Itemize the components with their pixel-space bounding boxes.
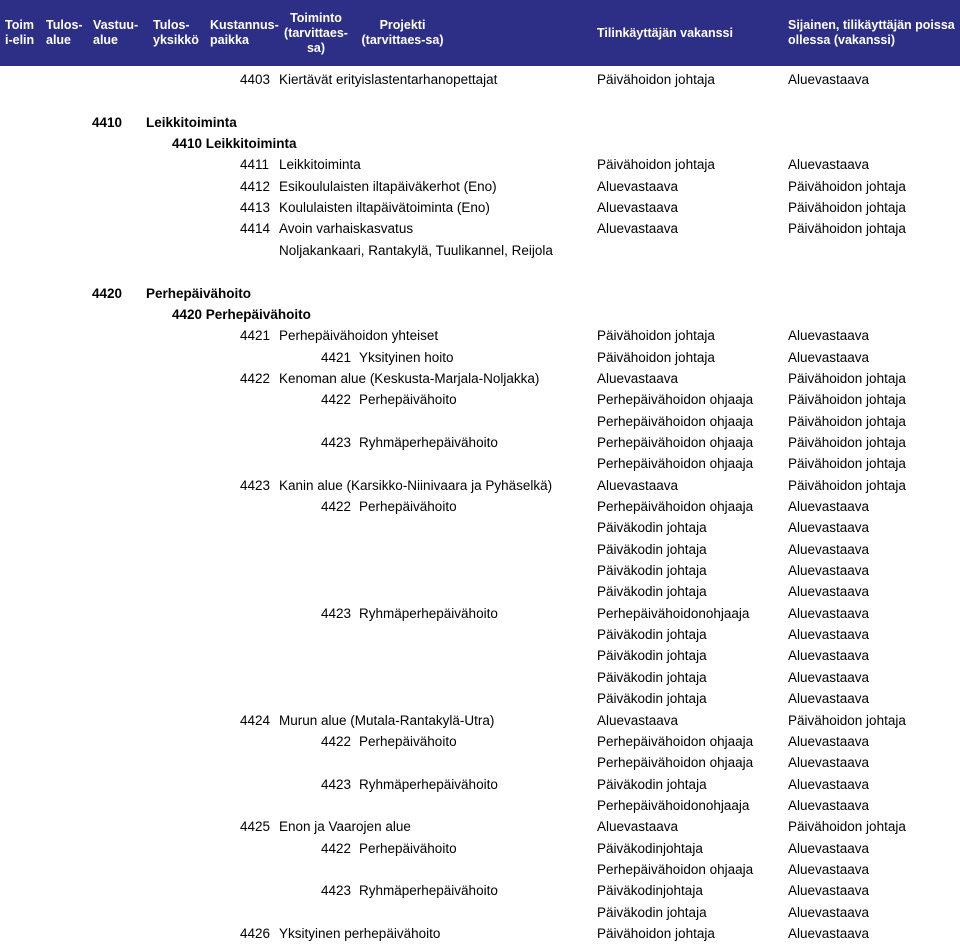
sijainen-vakanssi: Aluevastaava <box>788 605 870 621</box>
table-row <box>0 432 960 453</box>
tilinkayttaja-vakanssi: Päivähoidon johtaja <box>597 72 715 87</box>
table-row <box>0 325 960 346</box>
vastuualue-label: 4420 Perhepäivähoito <box>172 306 311 322</box>
tilinkayttaja-vakanssi: Päiväkodinjohtaja <box>597 883 703 899</box>
table-row <box>0 816 960 837</box>
tulosyksikko-code: 4403 <box>240 72 271 87</box>
tulosyksikko-name: Esikoululaisten iltapäiväkerhot (Eno) <box>279 178 497 194</box>
sijainen-vakanssi: Päivähoidon johtaja <box>788 434 906 450</box>
tulosalue-code: 4410 <box>92 114 123 130</box>
table-row <box>0 197 960 218</box>
tilinkayttaja-vakanssi: Aluevastaava <box>597 200 679 216</box>
tilinkayttaja-vakanssi: Perhepäivähoidon ohjaaja <box>597 733 754 749</box>
tilinkayttaja-vakanssi: Aluevastaava <box>597 819 679 835</box>
table-row <box>0 347 960 368</box>
kustannuspaikka-name: Yksityinen hoito <box>359 349 454 365</box>
sijainen-vakanssi: Aluevastaava <box>788 904 870 920</box>
header-toimielin: Toim i-elin <box>5 18 35 47</box>
table-row <box>0 112 960 133</box>
sijainen-vakanssi: Aluevastaava <box>788 157 870 173</box>
sijainen-vakanssi: Aluevastaava <box>788 797 870 813</box>
sijainen-vakanssi: Päivähoidon johtaja <box>788 413 906 429</box>
table-row <box>0 838 960 859</box>
tilinkayttaja-vakanssi: Päiväkodin johtaja <box>597 776 707 792</box>
tilinkayttaja-vakanssi: Aluevastaava <box>597 221 679 237</box>
sijainen-vakanssi: Aluevastaava <box>788 541 870 557</box>
tilinkayttaja-vakanssi: Perhepäivähoidon ohjaaja <box>597 413 754 429</box>
sijainen-vakanssi: Päivähoidon johtaja <box>788 477 906 493</box>
header-projekti: Projekti (tarvittaes-sa) <box>361 18 444 47</box>
sijainen-vakanssi: Päivähoidon johtaja <box>788 178 906 194</box>
table-row <box>0 624 960 645</box>
table-row <box>0 283 960 304</box>
kustannuspaikka-code: 4423 <box>321 883 352 899</box>
tulosyksikko-name: Avoin varhaiskasvatus <box>279 221 414 237</box>
vastuualue-label: 4410 Leikkitoiminta <box>172 136 297 152</box>
tilinkayttaja-vakanssi: Päivähoidon johtaja <box>597 157 715 173</box>
sijainen-vakanssi: Aluevastaava <box>788 499 870 514</box>
tilinkayttaja-vakanssi: Päivähoidon johtaja <box>597 349 715 365</box>
table-row <box>0 304 960 325</box>
tulosyksikko-name: Noljakankaari, Rantakylä, Tuulikannel, Reijola <box>279 242 553 258</box>
table-row <box>0 710 960 731</box>
header-tulosyksikko: Tulos- yksikkö <box>153 18 199 47</box>
table-row <box>0 560 960 581</box>
tilinkayttaja-vakanssi: Päivähoidon johtaja <box>597 926 715 941</box>
tilinkayttaja-vakanssi: Perhepäivähoidon ohjaaja <box>597 755 754 771</box>
table-row <box>0 880 960 901</box>
sijainen-vakanssi: Aluevastaava <box>788 584 870 600</box>
sijainen-vakanssi: Aluevastaava <box>788 883 870 899</box>
tulosyksikko-code: 4414 <box>240 221 271 237</box>
kustannuspaikka-name: Ryhmäperhepäivähoito <box>359 776 498 792</box>
table-row <box>0 859 960 880</box>
tulosyksikko-code: 4411 <box>240 157 270 173</box>
table-row <box>0 389 960 410</box>
tulosyksikko-name: Leikkitoiminta <box>279 157 361 173</box>
tilinkayttaja-vakanssi: Päiväkodin johtaja <box>597 520 707 536</box>
tilinkayttaja-vakanssi: Päiväkodin johtaja <box>597 584 707 600</box>
table-row <box>0 581 960 602</box>
tilinkayttaja-vakanssi: Päiväkodin johtaja <box>597 541 707 557</box>
table-row <box>0 69 960 90</box>
tulosalue-code: 4420 <box>92 285 123 301</box>
sijainen-vakanssi: Päivähoidon johtaja <box>788 370 906 386</box>
table-row <box>0 752 960 773</box>
kustannuspaikka-code: 4423 <box>321 776 352 792</box>
tulosyksikko-name: Kanin alue (Karsikko-Niinivaara ja Pyhäselkä) <box>279 477 553 493</box>
tilinkayttaja-vakanssi: Päiväkodin johtaja <box>597 691 707 707</box>
tulosyksikko-code: 4413 <box>240 200 271 216</box>
kustannuspaikka-code: 4422 <box>321 392 352 408</box>
table-row <box>0 90 960 111</box>
tilinkayttaja-vakanssi: Päiväkodinjohtaja <box>597 840 703 856</box>
sijainen-vakanssi: Päivähoidon johtaja <box>788 712 906 728</box>
sijainen-vakanssi: Päivähoidon johtaja <box>788 819 906 835</box>
tulosyksikko-code: 4424 <box>240 712 271 728</box>
sijainen-vakanssi: Päivähoidon johtaja <box>788 200 906 216</box>
tulosyksikko-code: 4422 <box>240 370 271 386</box>
kustannuspaikka-code: 4423 <box>321 434 352 450</box>
kustannuspaikka-name: Perhepäivähoito <box>359 840 457 856</box>
sijainen-vakanssi: Aluevastaava <box>788 840 870 856</box>
kustannuspaikka-name: Perhepäivähoito <box>359 392 457 408</box>
table-row <box>0 176 960 197</box>
tulosyksikko-name: Perhepäivähoidon yhteiset <box>279 328 439 344</box>
tulosyksikko-code: 4412 <box>240 178 271 194</box>
table-body <box>0 66 960 941</box>
tilinkayttaja-vakanssi: Perhepäivähoidon ohjaaja <box>597 861 754 877</box>
tulosyksikko-code: 4423 <box>240 477 271 493</box>
table-row <box>0 795 960 816</box>
header-vastuualue: Vastuu- alue <box>93 18 139 47</box>
sijainen-vakanssi: Aluevastaava <box>788 349 870 365</box>
table-row <box>0 240 960 261</box>
sijainen-vakanssi: Aluevastaava <box>788 861 870 877</box>
sijainen-vakanssi: Aluevastaava <box>788 563 870 579</box>
table-row <box>0 667 960 688</box>
sijainen-vakanssi: Päivähoidon johtaja <box>788 456 906 472</box>
sijainen-vakanssi: Aluevastaava <box>788 776 870 792</box>
kustannuspaikka-name: Ryhmäperhepäivähoito <box>359 883 498 899</box>
table-row <box>0 154 960 175</box>
tilinkayttaja-vakanssi: Aluevastaava <box>597 178 679 194</box>
table-row <box>0 368 960 389</box>
tilinkayttaja-vakanssi: Perhepäivähoidonohjaaja <box>597 605 750 621</box>
tulosyksikko-code: 4425 <box>240 819 271 835</box>
header-toiminto: Toiminto (tarvittaes- sa) <box>284 10 348 55</box>
kustannuspaikka-name: Ryhmäperhepäivähoito <box>359 605 498 621</box>
table-row <box>0 475 960 496</box>
sijainen-vakanssi: Aluevastaava <box>788 669 870 685</box>
kustannuspaikka-name: Perhepäivähoito <box>359 733 457 749</box>
tilinkayttaja-vakanssi: Aluevastaava <box>597 712 679 728</box>
sijainen-vakanssi: Aluevastaava <box>788 520 870 536</box>
table-row <box>0 411 960 432</box>
kustannuspaikka-code: 4422 <box>321 733 352 749</box>
tilinkayttaja-vakanssi: Päiväkodin johtaja <box>597 648 707 664</box>
tulosyksikko-code: 4426 <box>240 926 271 941</box>
table-row <box>0 902 960 923</box>
tilinkayttaja-vakanssi: Aluevastaava <box>597 370 679 386</box>
table-row <box>0 218 960 239</box>
header-tilinkayttaja: Tilinkäyttäjän vakanssi <box>597 25 733 40</box>
header-sijainen: Sijainen, tilikäyttäjän poissa ollessa (vakanssi) <box>788 18 955 47</box>
sijainen-vakanssi: Aluevastaava <box>788 755 870 771</box>
sijainen-vakanssi: Päivähoidon johtaja <box>788 392 906 408</box>
tilinkayttaja-vakanssi: Päivähoidon johtaja <box>597 328 715 344</box>
kustannuspaikka-code: 4421 <box>321 349 352 365</box>
tilinkayttaja-vakanssi: Perhepäivähoidon ohjaaja <box>597 499 754 514</box>
sijainen-vakanssi: Aluevastaava <box>788 733 870 749</box>
table-row <box>0 731 960 752</box>
table-row <box>0 645 960 666</box>
tilinkayttaja-vakanssi: Päiväkodin johtaja <box>597 627 707 643</box>
tulosyksikko-name: Murun alue (Mutala-Rantakylä-Utra) <box>279 712 495 728</box>
tulosyksikko-name: Yksityinen perhepäivähoito <box>279 926 441 941</box>
tilinkayttaja-vakanssi: Perhepäivähoidon ohjaaja <box>597 392 754 408</box>
kustannuspaikka-code: 4422 <box>321 840 352 856</box>
header-kustannuspaikka: Kustannus- paikka <box>210 18 279 47</box>
tilinkayttaja-vakanssi: Perhepäivähoidon ohjaaja <box>597 434 754 450</box>
sijainen-vakanssi: Aluevastaava <box>788 72 870 87</box>
kustannuspaikka-name: Perhepäivähoito <box>359 499 457 514</box>
kustannuspaikka-code: 4423 <box>321 605 352 621</box>
kustannuspaikka-name: Ryhmäperhepäivähoito <box>359 434 498 450</box>
tulosyksikko-name: Kenoman alue (Keskusta-Marjala-Noljakka) <box>279 370 540 386</box>
tilinkayttaja-vakanssi: Aluevastaava <box>597 477 679 493</box>
table-row <box>0 133 960 154</box>
tulosyksikko-name: Enon ja Vaarojen alue <box>279 819 411 835</box>
tilinkayttaja-vakanssi: Päiväkodin johtaja <box>597 563 707 579</box>
tulosyksikko-name: Koululaisten iltapäivätoiminta (Eno) <box>279 200 490 216</box>
tulosalue-name: Leikkitoiminta <box>146 114 237 130</box>
tulosyksikko-code: 4421 <box>240 328 271 344</box>
sijainen-vakanssi: Aluevastaava <box>788 648 870 664</box>
table-row <box>0 688 960 709</box>
table-row <box>0 539 960 560</box>
header-tulosalue: Tulos- alue <box>46 18 83 47</box>
sijainen-vakanssi: Päivähoidon johtaja <box>788 221 906 237</box>
sijainen-vakanssi: Aluevastaava <box>788 328 870 344</box>
table-row <box>0 261 960 282</box>
tilinkayttaja-vakanssi: Päiväkodin johtaja <box>597 904 707 920</box>
table-row <box>0 603 960 624</box>
table-row <box>0 453 960 474</box>
table-header <box>0 0 960 66</box>
tilinkayttaja-vakanssi: Perhepäivähoidonohjaaja <box>597 797 750 813</box>
table-row <box>0 774 960 795</box>
table-row <box>0 496 960 517</box>
tulosyksikko-name: Kiertävät erityislastentarhanopettajat <box>279 72 498 87</box>
table-row <box>0 517 960 538</box>
sijainen-vakanssi: Aluevastaava <box>788 926 870 941</box>
tulosalue-name: Perhepäivähoito <box>146 285 252 301</box>
kustannuspaikka-code: 4422 <box>321 499 352 514</box>
sijainen-vakanssi: Aluevastaava <box>788 627 870 643</box>
tilinkayttaja-vakanssi: Päiväkodin johtaja <box>597 669 707 685</box>
tilinkayttaja-vakanssi: Perhepäivähoidon ohjaaja <box>597 456 754 472</box>
sijainen-vakanssi: Aluevastaava <box>788 691 870 707</box>
